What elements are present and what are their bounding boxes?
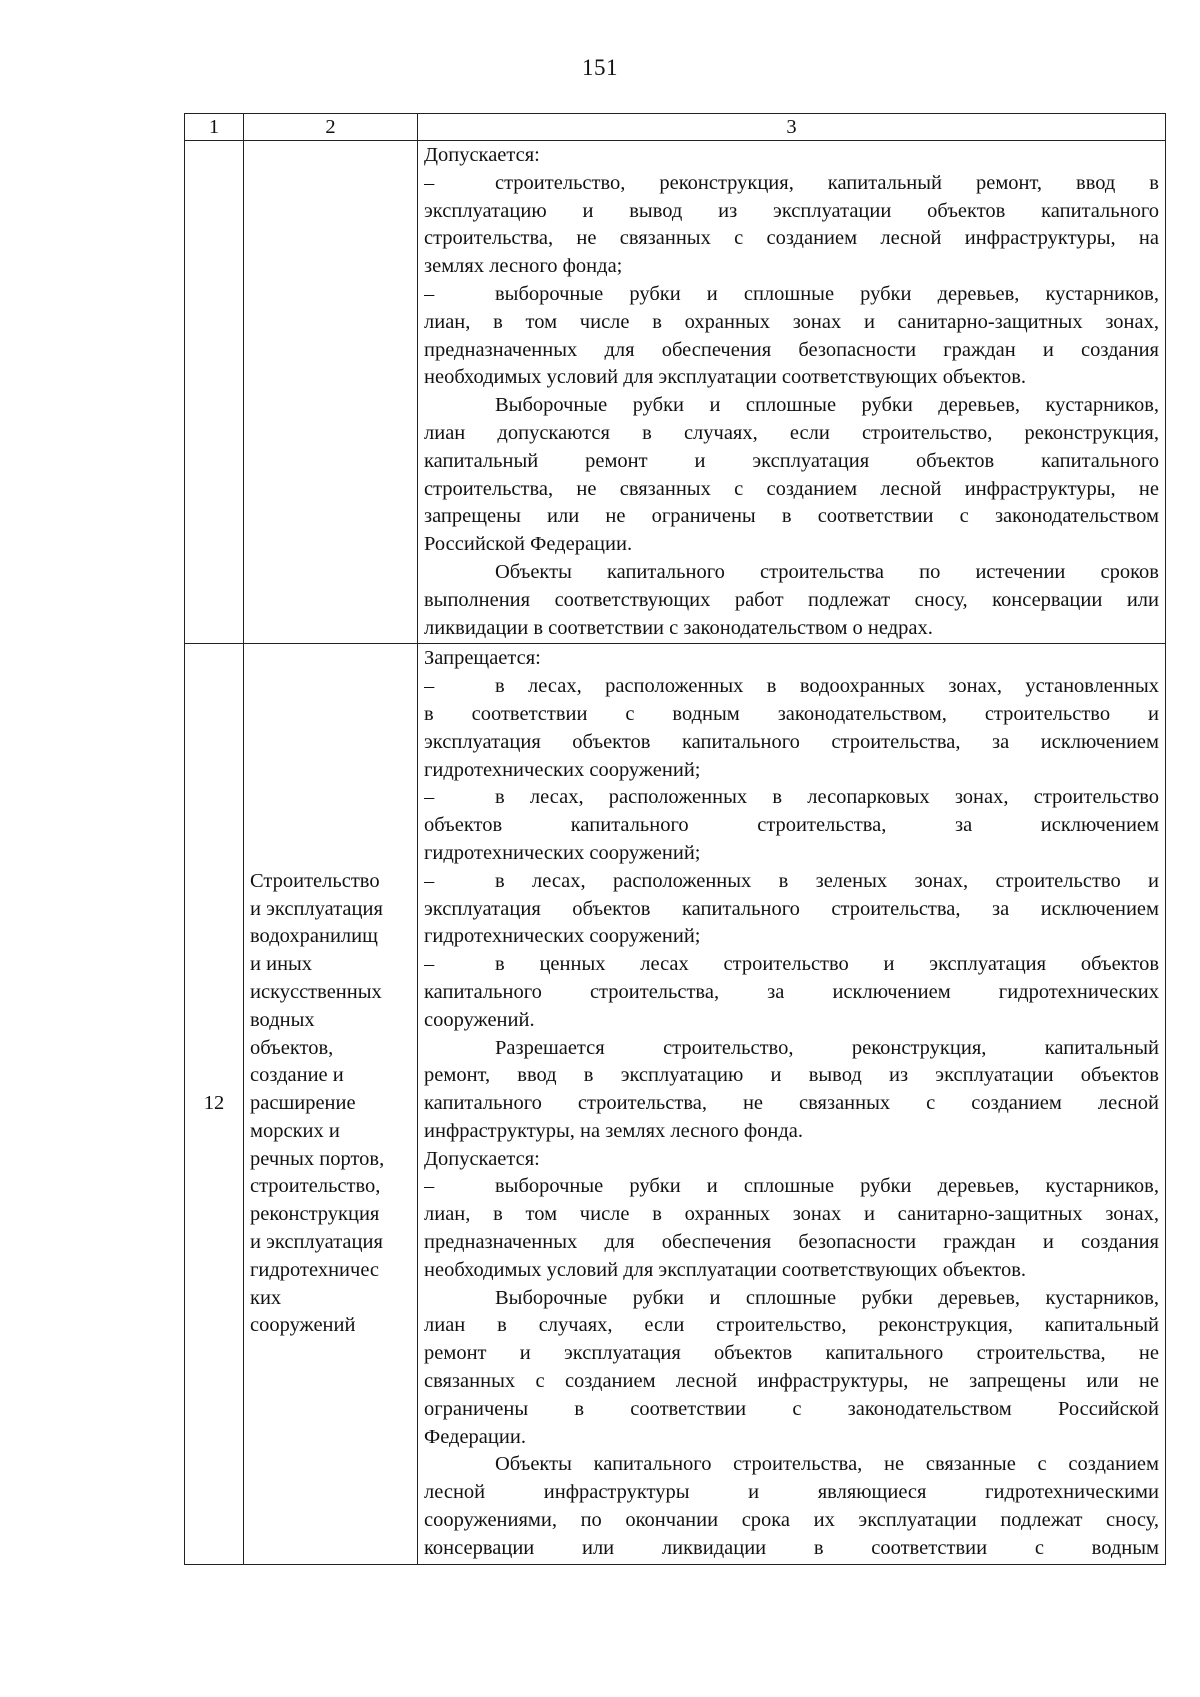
text-line: связанных с созданием лесной инфраструктуры, не запрещены или не [424, 1370, 1159, 1393]
text-line: Запрещается: [424, 647, 541, 670]
text-line: эксплуатация объектов капитального строительства, за исключением [424, 897, 1159, 920]
name-line: морских и [250, 1119, 340, 1142]
text-line-content: в лесах, расположенных в водоохранных зонах, установленных [495, 675, 1159, 698]
text-line [424, 1173, 1159, 1201]
table-row [185, 644, 1166, 1564]
dash-marker: – [424, 282, 435, 305]
text-line [424, 868, 1159, 896]
text-line: гидротехнических сооружений; [424, 925, 701, 948]
text-line: сооружениями, по окончании срока их эксплуатации подлежат сносу, [424, 1509, 1159, 1532]
row-name-cell [244, 644, 418, 1564]
dash-marker: – [424, 1175, 435, 1198]
name-line: и эксплуатация [250, 897, 383, 920]
dash-marker: – [424, 675, 435, 698]
text-line: землях лесного фонда; [424, 255, 623, 278]
text-line: эксплуатацию и вывод из эксплуатации объектов капитального [424, 199, 1159, 222]
text-line: ограничены в соответствии с законодательством Российской [424, 1397, 1159, 1420]
dash-marker: – [424, 869, 435, 892]
name-line: сооружений [250, 1314, 356, 1337]
name-line: искусственных [250, 980, 382, 1003]
text-line: Выборочные рубки и сплошные рубки деревьев, кустарников, [495, 394, 1159, 417]
row-text-cell [418, 141, 1166, 644]
name-line: создание и [250, 1064, 344, 1087]
row-text-cell [418, 644, 1166, 1564]
dash-marker: – [424, 953, 435, 976]
text-line: капитального строительства, не связанных с созданием лесной [424, 1092, 1159, 1115]
text-line: ремонт, ввод в эксплуатацию и вывод из эксплуатации объектов [424, 1064, 1159, 1087]
name-line: объектов, [250, 1036, 334, 1059]
regulation-table [184, 113, 1166, 1565]
page-number: 151 [582, 55, 618, 80]
table-header-row [185, 114, 1166, 141]
header-cell-3: 3 [418, 114, 1166, 141]
text-line-content: в ценных лесах строительство и эксплуатация объектов [495, 953, 1159, 976]
text-line: лиан, в том числе в охранных зонах и санитарно-защитных зонах, [424, 1203, 1159, 1226]
text-line: необходимых условий для эксплуатации соответствующих объектов. [424, 1258, 1027, 1281]
text-line: выполнения соответствующих работ подлежат сносу, консервации или [424, 588, 1159, 611]
text-line: капитальный ремонт и эксплуатация объектов капитального [424, 449, 1159, 472]
row-number [185, 141, 244, 644]
row-number: 12 [185, 644, 244, 1564]
name-line: гидротехничес [250, 1258, 380, 1281]
text-line: в соответствии с водным законодательством, строительство и [424, 702, 1159, 725]
text-line: строительства, не связанных с созданием лесной инфраструктуры, на [424, 227, 1159, 250]
text-line-content: выборочные рубки и сплошные рубки деревьев, кустарников, [495, 282, 1159, 305]
text-line: сооружений. [424, 1008, 535, 1031]
text-line-content: строительство, реконструкция, капитальный ремонт, ввод в [495, 171, 1159, 194]
text-line [424, 951, 1159, 979]
text-line [424, 784, 1159, 812]
text-line [424, 281, 1159, 309]
name-line: ких [250, 1286, 282, 1309]
text-line: эксплуатация объектов капитального строительства, за исключением [424, 730, 1159, 753]
name-line: водных [250, 1008, 315, 1031]
name-line: реконструкция [250, 1203, 380, 1226]
text-line: Объекты капитального строительства по истечении сроков [495, 560, 1159, 583]
text-line: объектов капитального строительства, за исключением [424, 814, 1159, 837]
text-line: Допускается: [424, 144, 540, 166]
text-line: лиан допускаются в случаях, если строительство, реконструкция, [424, 421, 1159, 444]
text-line: гидротехнических сооружений; [424, 841, 701, 864]
text-line: Выборочные рубки и сплошные рубки деревьев, кустарников, [495, 1286, 1159, 1309]
text-line: запрещены или не ограничены в соответствии с законодательством [424, 505, 1159, 528]
text-line: гидротехнических сооружений; [424, 758, 701, 781]
text-line: необходимых условий для эксплуатации соответствующих объектов. [424, 366, 1027, 389]
text-line: капитального строительства, за исключением гидротехнических [424, 980, 1159, 1003]
text-line [424, 170, 1159, 198]
text-line: инфраструктуры, на землях лесного фонда. [424, 1119, 803, 1142]
text-line: консервации или ликвидации в соответствии с водным [424, 1536, 1159, 1559]
text-line: лиан в случаях, если строительство, реконструкция, капитальный [424, 1314, 1159, 1337]
dash-marker: – [424, 786, 435, 809]
text-line-content: в лесах, расположенных в зеленых зонах, строительство и [495, 869, 1159, 892]
table-row [185, 141, 1166, 644]
text-line: лиан, в том числе в охранных зонах и санитарно-защитных зонах, [424, 310, 1159, 333]
text-line: Российской Федерации. [424, 533, 633, 556]
text-line: Федерации. [424, 1425, 526, 1448]
text-line: ликвидации в соответствии с законодательством о недрах. [424, 616, 933, 639]
text-line-content: в лесах, расположенных в лесопарковых зонах, строительство [495, 786, 1159, 809]
header-cell-1: 1 [185, 114, 244, 141]
name-line: водохранилищ [250, 925, 378, 948]
row-name-cell [244, 141, 418, 644]
name-line: и иных [250, 953, 313, 976]
text-line: Допускается: [424, 1147, 540, 1170]
header-cell-2: 2 [244, 114, 418, 141]
name-line: строительство, [250, 1175, 381, 1198]
name-line: речных портов, [250, 1147, 385, 1170]
text-line: Разрешается строительство, реконструкция, капитальный [495, 1036, 1159, 1059]
name-line: расширение [250, 1092, 356, 1115]
text-line: Объекты капитального строительства, не связанные с созданием [495, 1453, 1159, 1476]
text-line: лесной инфраструктуры и являющиеся гидротехническими [424, 1481, 1159, 1504]
name-line: и эксплуатация [250, 1231, 383, 1254]
text-line: предназначенных для обеспечения безопасности граждан и создания [424, 1231, 1159, 1254]
text-line: строительства, не связанных с созданием лесной инфраструктуры, не [424, 477, 1159, 500]
name-line: Строительство [250, 869, 380, 892]
text-line: предназначенных для обеспечения безопасности граждан и создания [424, 338, 1159, 361]
dash-marker: – [424, 171, 435, 194]
text-line: ремонт и эксплуатация объектов капитального строительства, не [424, 1342, 1159, 1365]
text-line [424, 673, 1159, 701]
text-line-content: выборочные рубки и сплошные рубки деревьев, кустарников, [495, 1175, 1159, 1198]
